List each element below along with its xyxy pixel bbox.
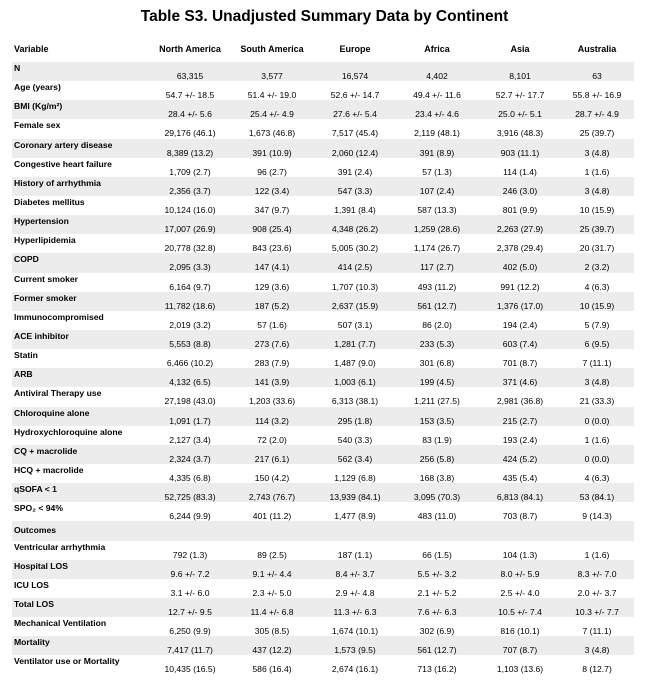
cell-asia: 707 (8.7) bbox=[502, 645, 538, 656]
header-asia: Asia bbox=[510, 44, 530, 54]
cell-north-america: 20,778 (32.8) bbox=[164, 243, 216, 254]
cell-south-america: 141 (3.9) bbox=[254, 377, 290, 388]
row-label: SPO₂ < 94% bbox=[14, 503, 63, 514]
row-label: COPD bbox=[14, 254, 39, 265]
cell-africa: 57 (1.3) bbox=[422, 166, 452, 177]
table-row bbox=[12, 234, 634, 253]
cell-europe: 295 (1.8) bbox=[337, 415, 373, 426]
cell-north-america: 8,389 (13.2) bbox=[166, 147, 214, 158]
cell-north-america: 1,709 (2.7) bbox=[169, 166, 211, 177]
cell-north-america: 29,176 (46.1) bbox=[164, 128, 216, 139]
cell-africa: 2.1 +/- 5.2 bbox=[417, 587, 457, 598]
table-row bbox=[12, 636, 634, 655]
cell-europe: 540 (3.3) bbox=[337, 434, 373, 445]
cell-south-america: 1,203 (33.6) bbox=[248, 396, 296, 407]
cell-europe: 6,313 (38.1) bbox=[331, 396, 379, 407]
cell-asia: 801 (9.9) bbox=[502, 204, 538, 215]
row-label: Age (years) bbox=[14, 82, 61, 93]
cell-north-america: 11,782 (18.6) bbox=[164, 300, 216, 311]
cell-australia: 3 (4.8) bbox=[584, 645, 610, 656]
cell-europe: 1,487 (9.0) bbox=[334, 358, 376, 369]
cell-europe: 11.3 +/- 6.3 bbox=[333, 606, 377, 617]
cell-europe: 4,348 (26.2) bbox=[331, 224, 379, 235]
cell-south-america: 72 (2.0) bbox=[257, 434, 287, 445]
table-row bbox=[12, 253, 634, 272]
cell-south-america: 129 (3.6) bbox=[254, 281, 290, 292]
cell-asia: 2,263 (27.9) bbox=[496, 224, 544, 235]
cell-australia: 55.8 +/- 16.9 bbox=[572, 90, 622, 101]
table-row bbox=[12, 119, 634, 138]
cell-asia: 991 (12.2) bbox=[500, 281, 540, 292]
cell-south-america: 122 (3.4) bbox=[254, 185, 290, 196]
row-label: Female sex bbox=[14, 120, 61, 131]
cell-africa: 49.4 +/- 11.6 bbox=[413, 90, 461, 101]
row-label: Congestive heart failure bbox=[14, 158, 112, 169]
cell-europe: 414 (2.5) bbox=[337, 262, 373, 273]
cell-australia: 10 (15.9) bbox=[579, 204, 615, 215]
cell-australia: 2 (3.2) bbox=[584, 262, 610, 273]
header-africa: Africa bbox=[424, 44, 450, 54]
cell-europe: 2,060 (12.4) bbox=[331, 147, 379, 158]
cell-africa: 107 (2.4) bbox=[419, 185, 455, 196]
cell-north-america: 27,198 (43.0) bbox=[164, 396, 216, 407]
cell-north-america: 4,335 (6.8) bbox=[169, 472, 211, 483]
row-label: Outcomes bbox=[14, 525, 57, 536]
cell-asia: 8.0 +/- 5.9 bbox=[500, 568, 540, 579]
cell-asia: 52.7 +/- 17.7 bbox=[495, 90, 545, 101]
cell-north-america: 2,127 (3.4) bbox=[169, 434, 211, 445]
cell-europe: 1,129 (6.8) bbox=[334, 472, 376, 483]
cell-asia: 114 (1.4) bbox=[503, 166, 537, 177]
cell-asia: 104 (1.3) bbox=[502, 549, 538, 560]
cell-australia: 7 (11.1) bbox=[582, 358, 612, 369]
table-row bbox=[12, 62, 634, 81]
cell-north-america: 6,466 (10.2) bbox=[166, 358, 214, 369]
cell-europe: 1,003 (6.1) bbox=[334, 377, 376, 388]
cell-north-america: 10,124 (16.0) bbox=[164, 204, 216, 215]
cell-asia: 194 (2.4) bbox=[502, 319, 538, 330]
row-label: Total LOS bbox=[14, 598, 54, 609]
cell-south-america: 3,577 bbox=[261, 71, 283, 81]
table-row bbox=[12, 560, 634, 579]
cell-africa: 391 (8.9) bbox=[419, 147, 455, 158]
cell-asia: 246 (3.0) bbox=[502, 185, 538, 196]
cell-australia: 25 (39.7) bbox=[579, 128, 615, 139]
cell-europe: 52.6 +/- 14.7 bbox=[330, 90, 380, 101]
table-row bbox=[12, 158, 634, 177]
cell-australia: 7 (11.1) bbox=[582, 626, 612, 637]
cell-africa: 233 (5.3) bbox=[419, 338, 455, 349]
cell-north-america: 7,417 (11.7) bbox=[167, 645, 213, 656]
cell-asia: 1,376 (17.0) bbox=[496, 300, 544, 311]
cell-europe: 8.4 +/- 3.7 bbox=[335, 568, 375, 579]
cell-asia: 25.0 +/- 5.1 bbox=[498, 109, 542, 120]
cell-north-america: 52,725 (83.3) bbox=[164, 492, 216, 503]
cell-australia: 4 (6.3) bbox=[584, 472, 610, 483]
cell-north-america: 28.4 +/- 5.6 bbox=[168, 109, 212, 120]
table-row bbox=[12, 407, 634, 426]
table-row bbox=[12, 273, 634, 292]
cell-europe: 507 (3.1) bbox=[337, 319, 373, 330]
cell-africa: 23.4 +/- 4.6 bbox=[415, 109, 459, 120]
cell-australia: 10.3 +/- 7.7 bbox=[575, 606, 619, 617]
cell-asia: 402 (5.0) bbox=[502, 262, 538, 273]
table-row bbox=[12, 464, 634, 483]
cell-south-america: 586 (16.4) bbox=[252, 664, 292, 675]
row-label: ACE inhibitor bbox=[14, 330, 69, 341]
cell-south-america: 9.1 +/- 4.4 bbox=[252, 568, 292, 579]
cell-asia: 2.5 +/- 4.0 bbox=[500, 587, 540, 598]
cell-north-america: 6,244 (9.9) bbox=[169, 511, 211, 522]
cell-australia: 1 (1.6) bbox=[584, 549, 610, 560]
row-label: Coronary artery disease bbox=[14, 139, 113, 150]
cell-north-america: 2,356 (3.7) bbox=[169, 185, 211, 196]
table-row bbox=[12, 445, 634, 464]
table-row bbox=[12, 368, 634, 387]
row-label: History of arrhythmia bbox=[14, 177, 101, 188]
cell-asia: 903 (11.1) bbox=[500, 147, 540, 158]
cell-africa: 1,174 (26.7) bbox=[413, 243, 461, 254]
cell-australia: 10 (15.9) bbox=[579, 300, 615, 311]
table-row bbox=[12, 292, 634, 311]
table-row bbox=[12, 196, 634, 215]
cell-australia: 6 (9.5) bbox=[584, 338, 610, 349]
table-row bbox=[12, 139, 634, 158]
row-label: Ventilator use or Mortality bbox=[14, 656, 120, 667]
row-label: ARB bbox=[14, 369, 33, 380]
cell-north-america: 5,553 (8.8) bbox=[169, 338, 211, 349]
cell-australia: 21 (33.3) bbox=[579, 396, 615, 407]
cell-asia: 2,378 (29.4) bbox=[496, 243, 544, 254]
cell-australia: 1 (1.6) bbox=[584, 166, 610, 177]
row-label: CQ + macrolide bbox=[14, 445, 78, 456]
cell-north-america: 12.7 +/- 9.5 bbox=[168, 606, 212, 617]
cell-asia: 6,813 (84.1) bbox=[496, 492, 544, 503]
cell-north-america: 10,435 (16.5) bbox=[164, 664, 216, 675]
cell-south-america: 391 (10.9) bbox=[252, 147, 292, 158]
cell-europe: 547 (3.3) bbox=[337, 185, 373, 196]
row-label: Statin bbox=[14, 350, 38, 361]
cell-south-america: 437 (12.2) bbox=[252, 645, 292, 656]
cell-south-america: 51.4 +/- 19.0 bbox=[247, 90, 297, 101]
cell-south-america: 25.4 +/- 4.9 bbox=[250, 109, 294, 120]
cell-africa: 4,402 bbox=[426, 71, 448, 81]
cell-asia: 3,916 (48.3) bbox=[496, 128, 544, 139]
cell-south-america: 89 (2.5) bbox=[257, 549, 287, 560]
cell-europe: 5,005 (30.2) bbox=[331, 243, 379, 254]
cell-europe: 16,574 bbox=[341, 71, 369, 81]
cell-asia: 10.5 +/- 7.4 bbox=[498, 606, 542, 617]
cell-asia: 2,981 (36.8) bbox=[496, 396, 544, 407]
row-label: Antiviral Therapy use bbox=[14, 388, 102, 399]
header-australia: Australia bbox=[577, 44, 617, 54]
row-label: Mechanical Ventilation bbox=[14, 618, 107, 629]
cell-australia: 53 (84.1) bbox=[579, 492, 615, 503]
table-row bbox=[12, 177, 634, 196]
cell-europe: 2,674 (16.1) bbox=[331, 664, 379, 675]
table-row bbox=[12, 426, 634, 445]
cell-asia: 435 (5.4) bbox=[502, 472, 538, 483]
cell-africa: 587 (13.3) bbox=[417, 204, 457, 215]
table-row bbox=[12, 215, 634, 234]
cell-south-america: 401 (11.2) bbox=[252, 511, 292, 522]
cell-south-america: 187 (5.2) bbox=[254, 300, 290, 311]
table-row bbox=[12, 311, 634, 330]
cell-africa: 117 (2.7) bbox=[420, 262, 454, 273]
row-label: ICU LOS bbox=[14, 579, 49, 590]
cell-africa: 301 (6.8) bbox=[419, 358, 455, 369]
cell-north-america: 2,095 (3.3) bbox=[169, 262, 211, 273]
cell-north-america: 63,315 bbox=[176, 71, 204, 81]
cell-australia: 4 (6.3) bbox=[584, 281, 610, 292]
cell-africa: 561 (12.7) bbox=[417, 645, 457, 656]
cell-south-america: 217 (6.1) bbox=[254, 453, 290, 464]
cell-north-america: 792 (1.3) bbox=[172, 549, 208, 560]
table-row bbox=[12, 349, 634, 368]
table-title: Table S3. Unadjusted Summary Data by Continent bbox=[140, 8, 509, 25]
cell-south-america: 347 (9.7) bbox=[254, 204, 290, 215]
cell-australia: 0 (0.0) bbox=[584, 415, 610, 426]
header-variable: Variable bbox=[14, 44, 49, 54]
cell-australia: 3 (4.8) bbox=[584, 185, 610, 196]
row-label: Current smoker bbox=[14, 273, 78, 284]
table-row bbox=[12, 617, 634, 636]
cell-north-america: 9.6 +/- 7.2 bbox=[170, 568, 210, 579]
row-label: Immunocompromised bbox=[14, 311, 104, 322]
cell-asia: 603 (7.4) bbox=[502, 338, 538, 349]
cell-africa: 713 (16.2) bbox=[417, 664, 457, 675]
cell-europe: 7,517 (45.4) bbox=[331, 128, 379, 139]
cell-australia: 25 (39.7) bbox=[579, 224, 615, 235]
cell-australia: 63 bbox=[592, 71, 602, 81]
cell-africa: 483 (11.0) bbox=[417, 511, 457, 522]
row-label: qSOFA < 1 bbox=[14, 484, 57, 495]
cell-australia: 8 (12.7) bbox=[582, 664, 612, 675]
table-row bbox=[12, 598, 634, 617]
cell-north-america: 1,091 (1.7) bbox=[169, 415, 211, 426]
cell-africa: 83 (1.9) bbox=[422, 434, 452, 445]
cell-australia: 0 (0.0) bbox=[584, 453, 610, 464]
cell-australia: 20 (31.7) bbox=[579, 243, 615, 254]
cell-africa: 66 (1.5) bbox=[422, 549, 452, 560]
row-label: HCQ + macrolide bbox=[14, 464, 84, 475]
cell-south-america: 1,673 (46.8) bbox=[248, 128, 296, 139]
cell-africa: 493 (11.2) bbox=[417, 281, 457, 292]
cell-africa: 168 (3.8) bbox=[419, 472, 455, 483]
cell-asia: 371 (4.6) bbox=[502, 377, 538, 388]
table-row bbox=[12, 502, 634, 521]
cell-south-america: 2.3 +/- 5.0 bbox=[252, 587, 292, 598]
row-label: Hypertension bbox=[14, 216, 69, 227]
cell-africa: 256 (5.8) bbox=[419, 453, 455, 464]
cell-africa: 7.6 +/- 6.3 bbox=[417, 606, 457, 617]
cell-europe: 1,281 (7.7) bbox=[334, 338, 376, 349]
cell-south-america: 147 (4.1) bbox=[254, 262, 290, 273]
cell-south-america: 11.4 +/- 6.8 bbox=[250, 606, 294, 617]
cell-australia: 2.0 +/- 3.7 bbox=[577, 587, 617, 598]
cell-asia: 816 (10.1) bbox=[500, 626, 540, 637]
cell-north-america: 3.1 +/- 6.0 bbox=[170, 587, 210, 598]
cell-australia: 28.7 +/- 4.9 bbox=[575, 109, 619, 120]
row-label: Diabetes mellitus bbox=[14, 196, 85, 207]
cell-south-america: 273 (7.6) bbox=[254, 338, 290, 349]
cell-australia: 1 (1.6) bbox=[584, 434, 610, 445]
row-label: BMI (Kg/m²) bbox=[14, 101, 63, 112]
cell-north-america: 2,019 (3.2) bbox=[169, 319, 211, 330]
table-row bbox=[12, 100, 634, 119]
row-label: Hydroxychloroquine alone bbox=[14, 426, 123, 437]
cell-europe: 1,391 (8.4) bbox=[334, 204, 376, 215]
cell-south-america: 114 (3.2) bbox=[255, 415, 289, 426]
cell-south-america: 305 (8.5) bbox=[254, 626, 290, 637]
table-row bbox=[12, 387, 634, 406]
cell-north-america: 17,007 (26.9) bbox=[164, 224, 216, 235]
cell-africa: 3,095 (70.3) bbox=[413, 492, 461, 503]
cell-europe: 1,477 (8.9) bbox=[334, 511, 376, 522]
cell-north-america: 6,164 (9.7) bbox=[169, 281, 211, 292]
cell-africa: 199 (4.5) bbox=[419, 377, 455, 388]
cell-south-america: 843 (23.6) bbox=[252, 243, 292, 254]
cell-europe: 27.6 +/- 5.4 bbox=[333, 109, 377, 120]
cell-africa: 2,119 (48.1) bbox=[414, 128, 460, 139]
header-north-america: North America bbox=[159, 44, 221, 54]
header-europe: Europe bbox=[339, 44, 371, 54]
cell-africa: 1,211 (27.5) bbox=[414, 396, 460, 407]
table-row bbox=[12, 579, 634, 598]
cell-asia: 424 (5.2) bbox=[502, 453, 538, 464]
cell-europe: 391 (2.4) bbox=[337, 166, 373, 177]
cell-south-america: 150 (4.2) bbox=[254, 472, 290, 483]
cell-asia: 8,101 bbox=[509, 71, 531, 81]
table-body bbox=[12, 62, 634, 675]
cell-africa: 86 (2.0) bbox=[422, 319, 452, 330]
cell-europe: 2,637 (15.9) bbox=[331, 300, 379, 311]
table-row bbox=[12, 81, 634, 100]
cell-australia: 3 (4.8) bbox=[584, 147, 610, 158]
cell-africa: 153 (3.5) bbox=[419, 415, 455, 426]
row-label: Former smoker bbox=[14, 292, 77, 303]
row-label: N bbox=[14, 63, 21, 73]
cell-australia: 5 (7.9) bbox=[584, 319, 610, 330]
cell-south-america: 2,743 (76.7) bbox=[248, 492, 296, 503]
cell-north-america: 54.7 +/- 18.5 bbox=[165, 90, 215, 101]
row-label: Mortality bbox=[14, 637, 50, 648]
cell-asia: 215 (2.7) bbox=[502, 415, 538, 426]
table-row bbox=[12, 330, 634, 349]
table-row bbox=[12, 655, 634, 674]
cell-africa: 561 (12.7) bbox=[417, 300, 457, 311]
cell-europe: 1,674 (10.1) bbox=[331, 626, 379, 637]
table-row bbox=[12, 483, 634, 502]
cell-south-america: 908 (25.4) bbox=[252, 224, 292, 235]
section-header-row bbox=[12, 521, 634, 540]
header-south-america: South America bbox=[240, 44, 304, 54]
cell-australia: 8.3 +/- 7.0 bbox=[577, 568, 617, 579]
row-label: Hospital LOS bbox=[14, 560, 68, 571]
cell-north-america: 4,132 (6.5) bbox=[169, 377, 211, 388]
cell-europe: 1,707 (10.3) bbox=[331, 281, 379, 292]
cell-asia: 1,103 (13.6) bbox=[496, 664, 544, 675]
cell-south-america: 283 (7.9) bbox=[254, 358, 290, 369]
cell-north-america: 2,324 (3.7) bbox=[169, 453, 211, 464]
cell-africa: 5.5 +/- 3.2 bbox=[417, 568, 457, 579]
cell-europe: 562 (3.4) bbox=[337, 453, 373, 464]
row-label: Hyperlipidemia bbox=[14, 235, 76, 246]
row-label: Chloroquine alone bbox=[14, 407, 90, 418]
cell-south-america: 57 (1.6) bbox=[257, 319, 287, 330]
cell-europe: 13,939 (84.1) bbox=[329, 492, 381, 503]
cell-asia: 703 (8.7) bbox=[502, 511, 538, 522]
row-label: Ventricular arrhythmia bbox=[14, 541, 106, 552]
cell-south-america: 96 (2.7) bbox=[257, 166, 287, 177]
cell-asia: 701 (8.7) bbox=[502, 358, 538, 369]
cell-australia: 3 (4.8) bbox=[584, 377, 610, 388]
cell-north-america: 6,250 (9.9) bbox=[169, 626, 211, 637]
cell-europe: 1,573 (9.5) bbox=[334, 645, 376, 656]
cell-europe: 187 (1.1) bbox=[337, 549, 373, 560]
cell-africa: 302 (6.9) bbox=[419, 626, 455, 637]
cell-africa: 1,259 (28.6) bbox=[413, 224, 461, 235]
table-row bbox=[12, 541, 634, 560]
table-header-row bbox=[12, 40, 634, 60]
cell-australia: 9 (14.3) bbox=[582, 511, 612, 522]
cell-asia: 193 (2.4) bbox=[502, 434, 538, 445]
cell-europe: 2.9 +/- 4.8 bbox=[335, 587, 375, 598]
